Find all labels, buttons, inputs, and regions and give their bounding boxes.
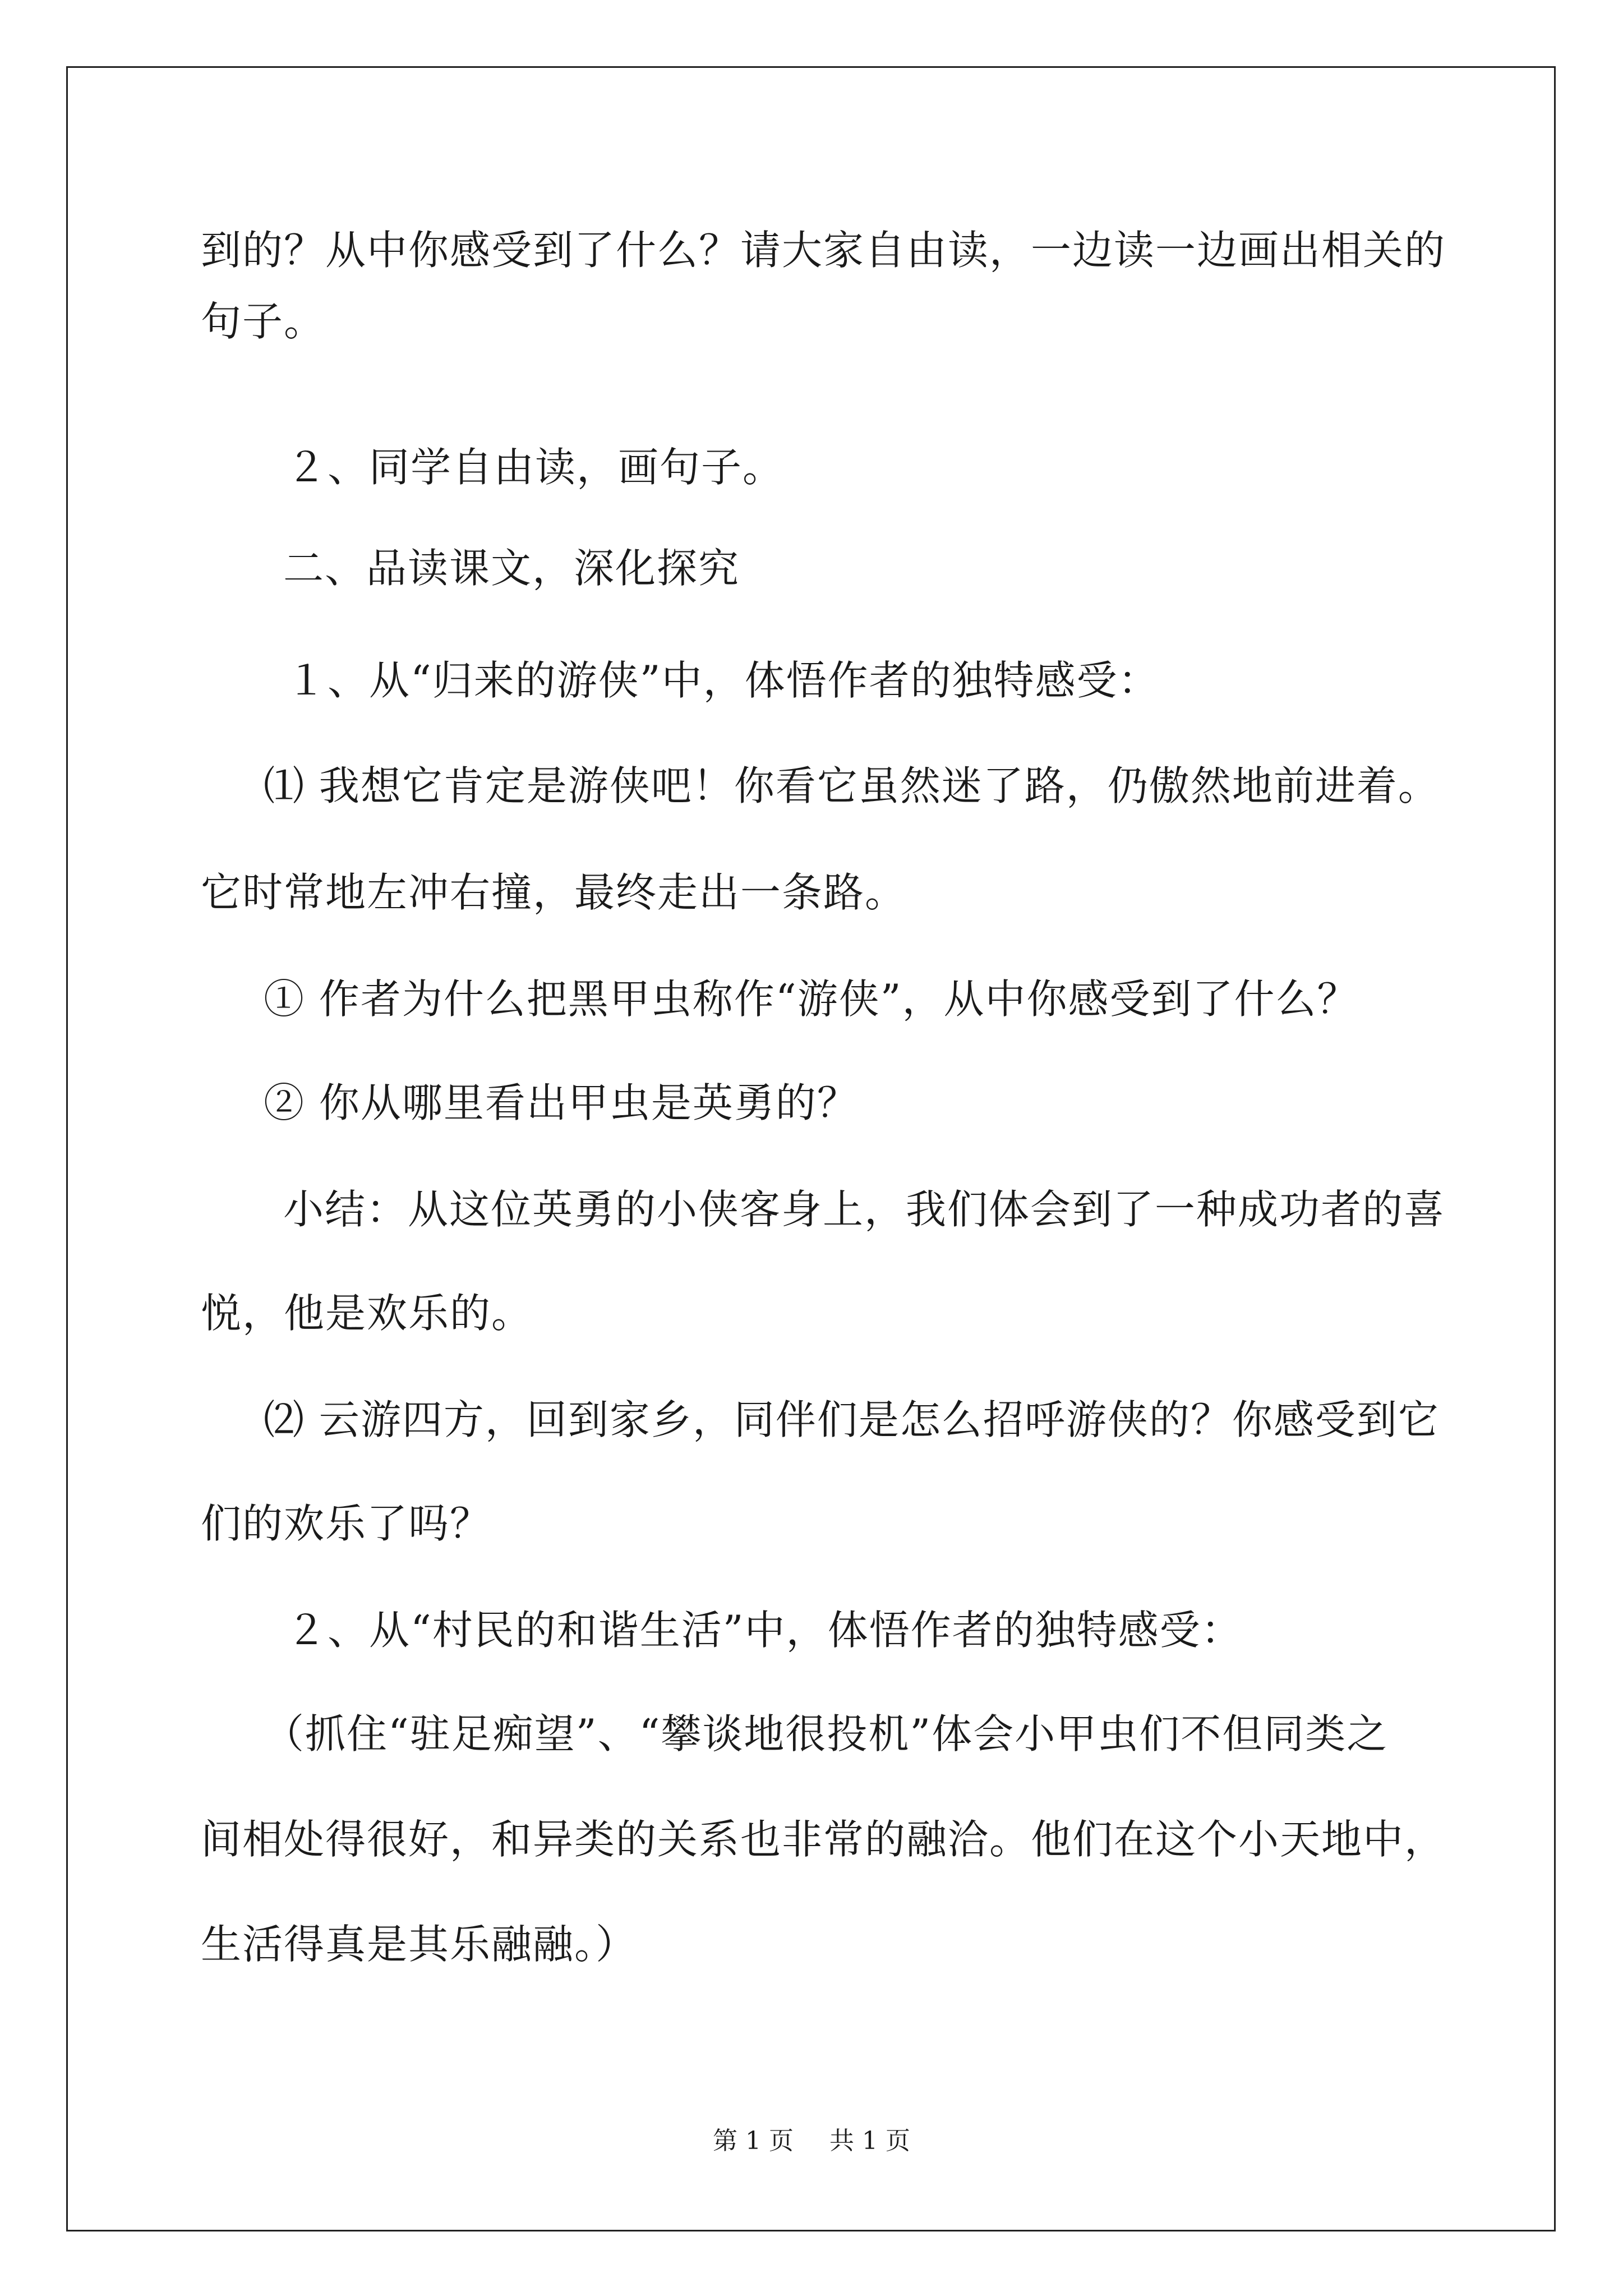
page-border xyxy=(66,66,1556,2231)
paragraph-line-12: ⑵ 云游四方，回到家乡，同伴们是怎么招呼游侠的？你感受到它 xyxy=(264,1396,1440,1443)
paragraph-line-11: 悦，他是欢乐的。 xyxy=(201,1290,533,1337)
paragraph-line-3: ２、同学自由读，画句子。 xyxy=(286,444,785,491)
paragraph-line-17: 生活得真是其乐融融。） xyxy=(201,1921,638,1968)
page-footer xyxy=(0,2129,1623,2154)
paragraph-line-5: １、从“归来的游侠”中，体悟作者的独特感受： xyxy=(286,657,1160,704)
section-heading: 二、品读课文，深化探究 xyxy=(283,545,740,592)
paragraph-line-10: 小结：从这位英勇的小侠客身上，我们体会到了一种成功者的喜 xyxy=(283,1186,1446,1233)
paragraph-line-2: 句子。 xyxy=(201,298,326,345)
paragraph-line-8: ① 作者为什么把黑甲虫称作“游侠”，从中你感受到了什么？ xyxy=(264,976,1359,1023)
paragraph-line-16: 间相处得很好，和异类的关系也非常的融洽。他们在这个小天地中， xyxy=(201,1816,1446,1863)
paragraph-line-15: （抓住“驻足痴望”、“攀谈地很投机”体会小甲虫们不但同类之 xyxy=(264,1710,1389,1757)
page-number-total: 共 1 页 xyxy=(829,2127,910,2155)
paragraph-line-13: 们的欢乐了吗？ xyxy=(201,1500,492,1547)
paragraph-line-14: ２、从“村民的和谐生活”中，体悟作者的独特感受： xyxy=(286,1607,1243,1654)
page-number-current: 第 1 页 xyxy=(713,2127,794,2155)
paragraph-line-9: ② 你从哪里看出甲虫是英勇的？ xyxy=(264,1079,859,1126)
paragraph-line-7: 它时常地左冲右撞，最终走出一条路。 xyxy=(201,869,907,916)
paragraph-line-6: ⑴ 我想它肯定是游侠吧！你看它虽然迷了路，仍傲然地前进着。 xyxy=(264,762,1440,809)
paragraph-line-1: 到的？从中你感受到了什么？请大家自由读，一边读一边画出相关的 xyxy=(201,227,1446,274)
